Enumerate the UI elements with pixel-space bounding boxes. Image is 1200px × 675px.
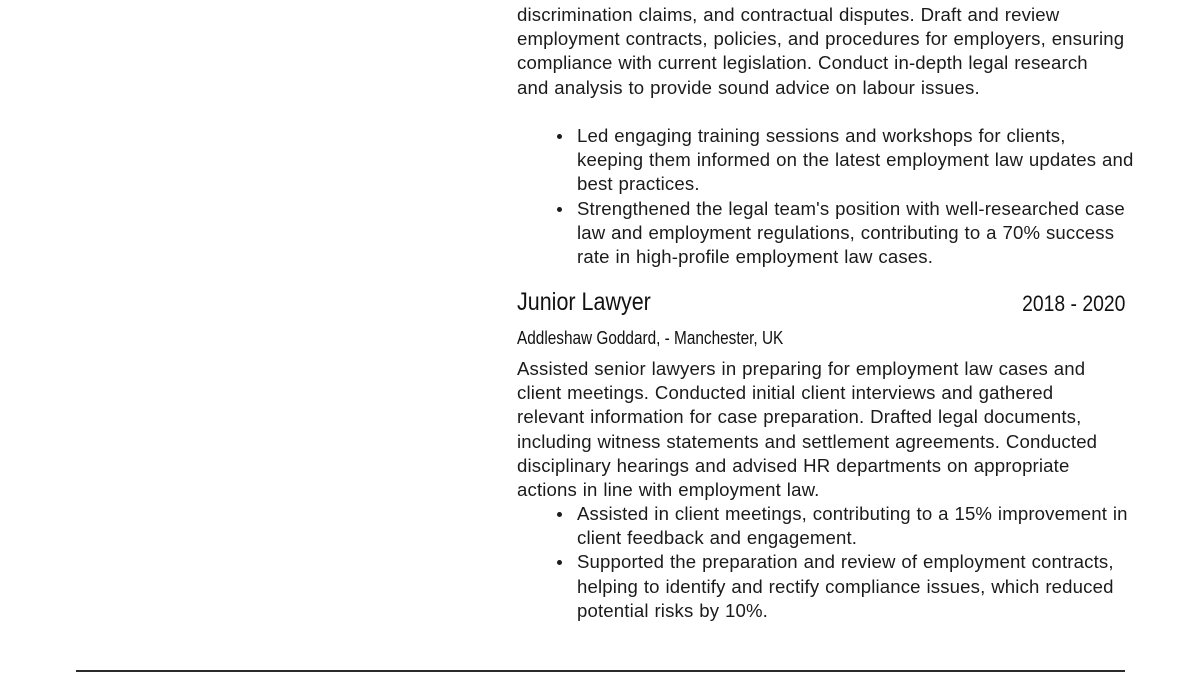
bullet-text: Strengthened the legal team's position with well-researched case law and employment regulations, contributing to a 70% success rate in high-profile employment law cases. <box>577 197 1125 268</box>
bullet-text: Assisted in client meetings, contributing to a 15% improvement in client feedback and engagement. <box>577 503 1128 549</box>
job-dates: 2018 - 2020 <box>1021 291 1125 316</box>
bullet-text: Led engaging training sessions and workshops for clients, keeping them informed on the latest employment law updates and best practices. <box>577 125 1134 195</box>
company-location: Addleshaw Goddard, - Manchester, UK <box>517 327 784 348</box>
list-item <box>577 550 1137 623</box>
list-item <box>577 502 1137 550</box>
bullet-icon <box>557 560 562 565</box>
bullet-icon <box>557 134 562 139</box>
job-title: Junior Lawyer <box>517 288 651 316</box>
previous-job-bullets <box>577 124 1137 269</box>
job-summary: Assisted senior lawyers in preparing for employment law cases and client meetings. Conducted initial client interviews and gathered relevant information for case preparation. Drafted legal documents, including witness statements and settlement agreements. Conducted disciplinary hearings and advised HR departments on appropriate actions in line with employment law. <box>517 358 1098 501</box>
bullet-text: Supported the preparation and review of employment contracts, helping to identify and rectify compliance issues, which reduced potential risks by 10%. <box>577 551 1114 621</box>
section-divider <box>76 670 1125 672</box>
previous-job-summary: discrimination claims, and contractual disputes. Draft and review employment contracts, policies, and procedures for employers, ensuring compliance with current legislation. Conduct in-depth legal research and analysis to provide sound advice on labour issues. <box>517 4 1125 98</box>
job-bullets <box>577 502 1137 623</box>
list-item <box>577 197 1137 270</box>
bullet-icon <box>557 207 562 212</box>
list-item <box>577 124 1137 197</box>
bullet-icon <box>557 512 562 517</box>
